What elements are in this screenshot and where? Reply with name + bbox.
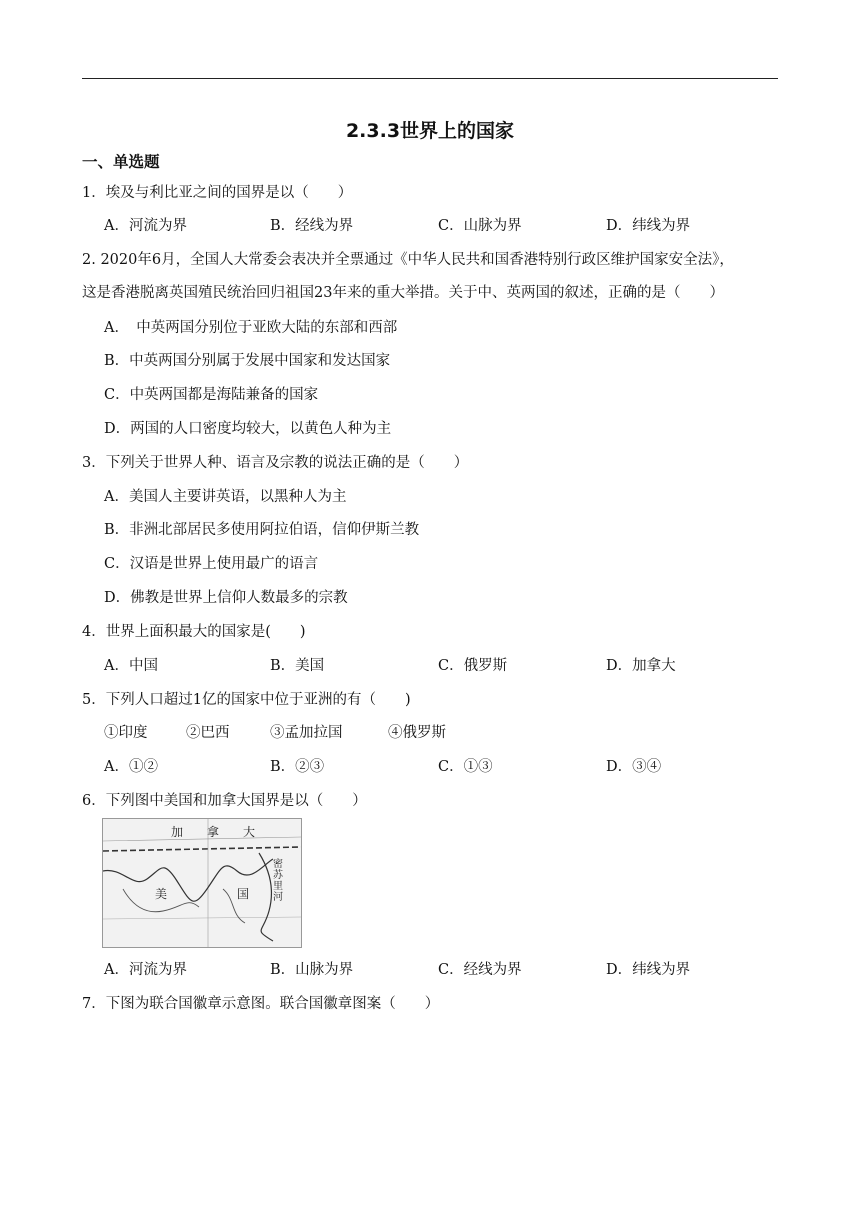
question-4-stem: 4．世界上面积最大的国家是( ): [82, 624, 306, 640]
option-c[interactable]: C．汉语是世界上使用最广的语言: [104, 556, 319, 572]
option-d[interactable]: D．加拿大: [606, 658, 676, 674]
section-heading: 一、单选题: [82, 153, 160, 171]
option-d[interactable]: D．佛教是世界上信仰人数最多的宗教: [104, 590, 348, 606]
option-b[interactable]: B．山脉为界: [270, 962, 354, 978]
option-d[interactable]: D．③④: [606, 759, 662, 775]
option-a[interactable]: A．①②: [104, 759, 158, 775]
question-3-stem: 3．下列关于世界人种、语言及宗教的说法正确的是（ ）: [82, 455, 469, 471]
option-b[interactable]: B．经线为界: [270, 218, 354, 234]
page-title: 2.3.3世界上的国家: [345, 120, 515, 142]
question-7-stem: 7．下图为联合国徽章示意图。联合国徽章图案（ ）: [82, 996, 440, 1012]
question-1-stem: 1．埃及与利比亚之间的国界是以（ ）: [82, 185, 353, 201]
map-label-usa-2: 国: [237, 887, 250, 901]
option-b[interactable]: B．美国: [270, 658, 325, 674]
question-6-options: [104, 958, 784, 978]
option-b[interactable]: B．②③: [270, 759, 325, 775]
map-label-usa-1: 美: [155, 887, 168, 901]
question-4-options: [104, 654, 784, 674]
choice-3: ③孟加拉国: [270, 725, 343, 741]
option-b[interactable]: B．非洲北部居民多使用阿拉伯语，信仰伊斯兰教: [104, 522, 420, 538]
option-c[interactable]: C．①③: [438, 759, 493, 775]
question-6-stem: 6．下列图中美国和加拿大国界是以（ ）: [82, 793, 367, 809]
option-c[interactable]: C．中英两国都是海陆兼备的国家: [104, 387, 319, 403]
choice-1: ①印度: [104, 725, 148, 741]
header-rule: [82, 78, 778, 79]
question-5-options: [104, 755, 784, 775]
map-label-river: 密苏里河: [273, 859, 283, 903]
choice-2: ②巴西: [186, 725, 230, 741]
option-a[interactable]: A．河流为界: [104, 218, 187, 234]
option-a[interactable]: A．中国: [104, 658, 158, 674]
us-canada-border-map: [102, 818, 302, 948]
question-5-choices: [104, 721, 504, 741]
choice-4: ④俄罗斯: [388, 725, 446, 741]
option-a[interactable]: A．美国人主要讲英语，以黑种人为主: [104, 489, 347, 505]
option-a[interactable]: A．河流为界: [104, 962, 187, 978]
question-5-stem: 5．下列人口超过1亿的国家中位于亚洲的有（ ): [82, 692, 411, 708]
option-c[interactable]: C．俄罗斯: [438, 658, 508, 674]
option-c[interactable]: C．山脉为界: [438, 218, 522, 234]
question-2-stem: 2. 2020年6月，全国人大常委会表决并全票通过《中华人民共和国香港特别行政区维护国家安全法》，: [82, 252, 734, 268]
option-d[interactable]: D．纬线为界: [606, 962, 691, 978]
option-d[interactable]: D．纬线为界: [606, 218, 691, 234]
option-c[interactable]: C．经线为界: [438, 962, 522, 978]
question-2-stem-cont: 这是香港脱离英国殖民统治回归祖国23年来的重大举措。关于中、英两国的叙述，正确的是（ ）: [82, 285, 724, 301]
map-label-canada: 加 拿 大: [171, 825, 256, 839]
option-d[interactable]: D．两国的人口密度均较大，以黄色人种为主: [104, 421, 392, 437]
option-a[interactable]: A． 中英两国分别位于亚欧大陆的东部和西部: [104, 320, 398, 336]
option-b[interactable]: B．中英两国分别属于发展中国家和发达国家: [104, 353, 391, 369]
question-1-options: [104, 214, 784, 234]
